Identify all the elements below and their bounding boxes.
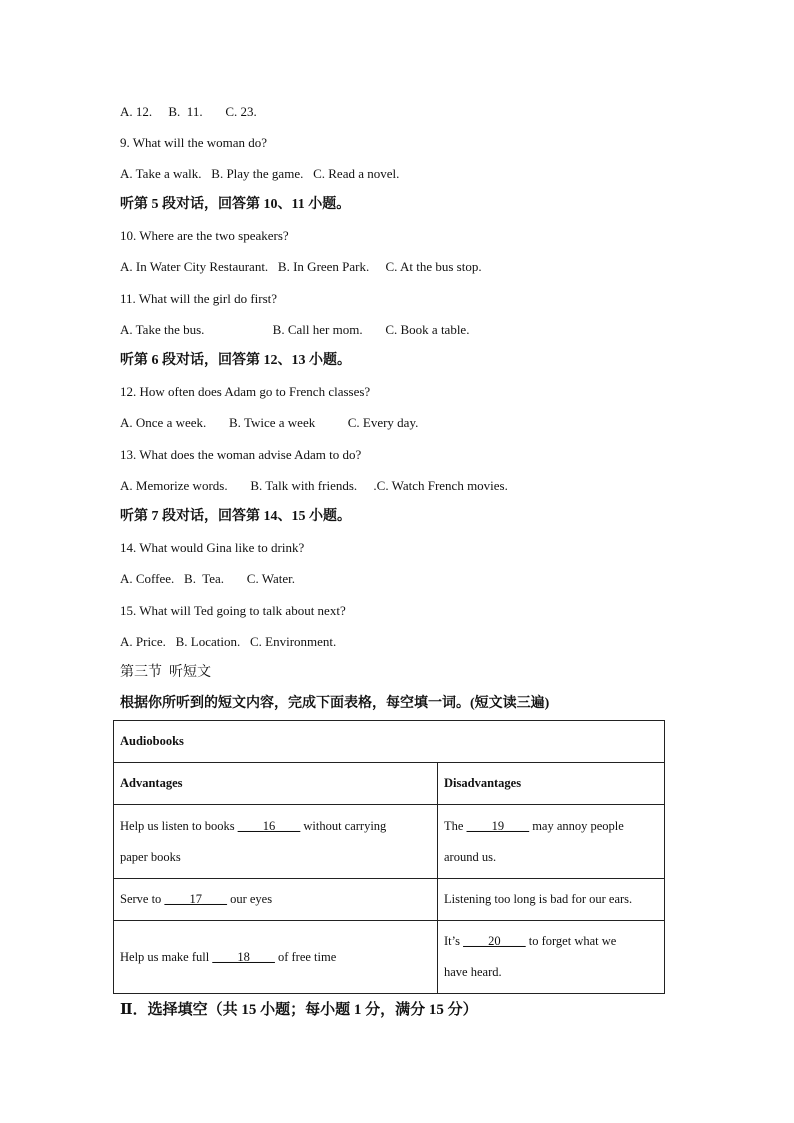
blank-20: ____20____ bbox=[463, 934, 526, 948]
q9-options: A. Take a walk. B. Play the game. C. Read a novel. bbox=[120, 166, 400, 181]
table-cell bbox=[114, 805, 438, 879]
cell-text: The bbox=[444, 818, 467, 833]
cell-text: Help us make full bbox=[120, 949, 213, 964]
cell-text: our eyes bbox=[226, 892, 273, 906]
table-cell bbox=[114, 879, 438, 921]
section-2-heading: Ⅱ．选择填空（共 15 小题；每小题 1 分，满分 15 分） bbox=[120, 1002, 478, 1018]
dialogue-6-heading: 听第 6 段对话，回答第 12、13 小题。 bbox=[120, 353, 351, 368]
blank-19: ____19____ bbox=[466, 818, 530, 833]
q14-question: 14. What would Gina like to drink? bbox=[120, 540, 305, 555]
cell-text: around us. bbox=[444, 849, 497, 864]
blank-16: ____16____ bbox=[237, 818, 301, 833]
cell-text: to forget what we bbox=[525, 934, 617, 948]
dialogue-7-heading: 听第 7 段对话，回答第 14、15 小题。 bbox=[120, 509, 351, 524]
q12-options: A. Once a week. B. Twice a week C. Every day. bbox=[120, 415, 419, 430]
cell-text: Serve to bbox=[120, 892, 165, 906]
q10-options: A. In Water City Restaurant. B. In Green Park. C. At the bus stop. bbox=[120, 259, 482, 274]
q9-question: 9. What will the woman do? bbox=[120, 135, 268, 150]
table-cell bbox=[114, 921, 438, 994]
q11-options: A. Take the bus. B. Call her mom. C. Book a table. bbox=[120, 322, 470, 337]
dialogue-5-heading: 听第 5 段对话，回答第 10、11 小题。 bbox=[120, 197, 351, 212]
q15-question: 15. What will Ted going to talk about next? bbox=[120, 603, 346, 618]
table-cell: Listening too long is bad for our ears. bbox=[438, 879, 665, 921]
q13-options: A. Memorize words. B. Talk with friends. .C. Watch French movies. bbox=[120, 478, 508, 493]
cell-text: of free time bbox=[274, 949, 337, 964]
section-3-heading: 第三节 听短文 bbox=[120, 665, 211, 680]
q14-options: A. Coffee. B. Tea. C. Water. bbox=[120, 571, 295, 586]
q11-question: 11. What will the girl do first? bbox=[120, 291, 278, 306]
cell-text: may annoy people bbox=[529, 818, 624, 833]
table-cell bbox=[438, 805, 665, 879]
q8-options: A. 12. B. 11. C. 23. bbox=[120, 104, 257, 119]
q10-question: 10. Where are the two speakers? bbox=[120, 228, 289, 243]
cell-text: Help us listen to books bbox=[120, 818, 238, 833]
blank-17: ____17____ bbox=[164, 892, 227, 906]
q12-question: 12. How often does Adam go to French classes? bbox=[120, 384, 371, 399]
table-title: Audiobooks bbox=[114, 721, 665, 763]
disadvantages-header: Disadvantages bbox=[438, 763, 665, 805]
cell-text: It’s bbox=[444, 934, 464, 948]
cell-text: without carrying bbox=[300, 818, 387, 833]
advantages-header: Advantages bbox=[114, 763, 438, 805]
table-cell bbox=[438, 921, 665, 994]
q13-question: 13. What does the woman advise Adam to do? bbox=[120, 447, 362, 462]
q15-options: A. Price. B. Location. C. Environment. bbox=[120, 634, 337, 649]
audiobooks-table bbox=[113, 720, 665, 994]
cell-text: have heard. bbox=[444, 965, 502, 979]
cell-text: paper books bbox=[120, 849, 181, 864]
blank-18: ____18____ bbox=[212, 949, 275, 964]
section-3-instruction: 根据你所听到的短文内容，完成下面表格，每空填一词。(短文读三遍) bbox=[120, 696, 550, 711]
